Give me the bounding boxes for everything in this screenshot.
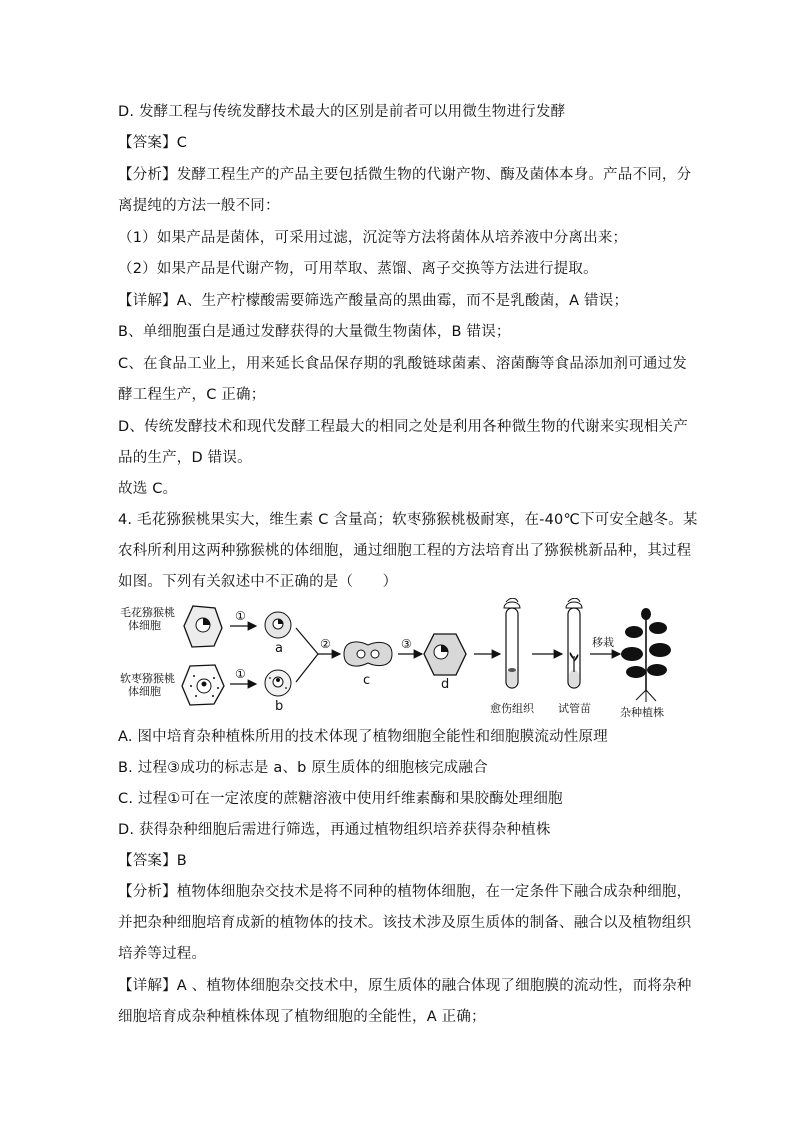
analysis-2-line-1: 【分析】植物体细胞杂交技术是将不同种的植物体细胞，在一定条件下融合成杂种细胞， (118, 884, 692, 900)
question-4-line-2: 农科所利用这两种猕猴桃的体细胞，通过细胞工程的方法培育出了猕猴桃新品种，其过程 (118, 543, 692, 559)
answer: 【答案】B (118, 853, 187, 869)
fused-cell-c-icon (344, 642, 392, 666)
analysis-line-1: 【分析】发酵工程生产的产品主要包括微生物的代谢产物、酶及菌体本身。产品不同，分 (118, 167, 692, 183)
hybrid-cell-d-icon (424, 634, 466, 675)
option-d: D. 获得杂种细胞后需进行筛选，再通过植物组织培养获得杂种植株 (118, 822, 551, 838)
cell-b-label: b (275, 699, 284, 714)
option-c: C. 过程①可在一定浓度的蔗糖溶液中使用纤维素酶和果胶酶处理细胞 (118, 791, 563, 807)
seedling-test-tube-icon (566, 598, 582, 688)
detail-b: B、单细胞蛋白是通过发酵获得的大量微生物菌体，B 错误； (118, 324, 511, 340)
option-b: B. 过程③成功的标志是 a、b 原生质体的细胞核完成融合 (118, 760, 488, 776)
callus-test-tube-icon (504, 598, 520, 688)
choice-c: 故选 C。 (118, 481, 178, 497)
option-a: A. 图中培育杂种植株所用的技术体现了植物细胞全能性和细胞膜流动性原理 (118, 729, 608, 745)
analysis-item-1: （1）如果产品是菌体，可采用过滤，沉淀等方法将菌体从培养液中分离出来； (118, 230, 628, 246)
option-d-prev: D. 发酵工程与传统发酵技术最大的区别是前者可以用微生物进行发酵 (118, 104, 566, 120)
callus-label: 愈伤组织 (490, 702, 534, 715)
ruanzao-cell-icon (182, 665, 224, 705)
cell-hybridization-figure (118, 598, 678, 720)
hybrid-plant-label: 杂种植株 (620, 706, 664, 719)
detail-d-1: D、传统发酵技术和现代发酵工程最大的相同之处是利用各种微生物的代谢来实现相关产 (118, 419, 688, 435)
hybrid-plant-icon (621, 608, 671, 702)
answer-prev: 【答案】C (118, 135, 188, 151)
step3-label: ③ (401, 637, 412, 651)
detail-a: 【详解】A、生产柠檬酸需要筛选产酸量高的黑曲霉，而不是乳酸菌，A 错误； (118, 293, 629, 309)
analysis-item-2: （2）如果产品是代谢产物，可用萃取、蒸馏、离子交换等方法进行提取。 (118, 261, 598, 277)
detail-2-line-2: 细胞培育成杂种植株体现了植物细胞的全能性，A 正确； (118, 1009, 486, 1025)
question-4-line-3: 如图。下列有关叙述中不正确的是（ ） (118, 574, 398, 590)
step2-label: ② (320, 637, 331, 651)
step1-top-label: ① (235, 609, 246, 623)
protoplast-b-icon (265, 670, 291, 696)
maohua-cell-icon (184, 606, 222, 647)
analysis-2-line-3: 培养等过程。 (118, 946, 207, 962)
label-maohua-2: 体细胞 (128, 619, 161, 632)
label-ruanzao-2: 体细胞 (128, 685, 161, 698)
cell-d-label: d (441, 677, 450, 692)
detail-c-1: C、在食品工业上，用来延长食品保存期的乳酸链球菌素、溶菌酶等食品添加剂可通过发 (118, 356, 687, 372)
seedling-label: 试管苗 (558, 702, 591, 715)
protoplast-a-icon (265, 612, 291, 638)
analysis-line-2: 离提纯的方法一般不同： (118, 198, 280, 214)
cell-c-label: c (363, 673, 371, 688)
transplant-label: 移栽 (592, 636, 614, 649)
cell-a-label: a (275, 641, 283, 656)
question-4-line-1: 4. 毛花猕猴桃果实大，维生素 C 含量高；软枣猕猴桃极耐寒，在-40℃下可安全越冬。某 (118, 512, 698, 528)
detail-d-2: 品的生产，D 错误。 (118, 450, 252, 466)
detail-2-line-1: 【详解】A 、植物体细胞杂交技术中，原生质体的融合体现了细胞膜的流动性，而将杂种 (118, 978, 692, 994)
analysis-2-line-2: 并把杂种细胞培育成新的植物体的技术。该技术涉及原生质体的制备、融合以及植物组织 (118, 915, 692, 931)
label-ruanzao-1: 软枣猕猴桃 (120, 672, 175, 685)
detail-c-2: 酵工程生产，C 正确； (118, 387, 266, 403)
step1-bottom-label: ① (235, 667, 246, 681)
label-maohua-1: 毛花猕猴桃 (120, 606, 175, 619)
